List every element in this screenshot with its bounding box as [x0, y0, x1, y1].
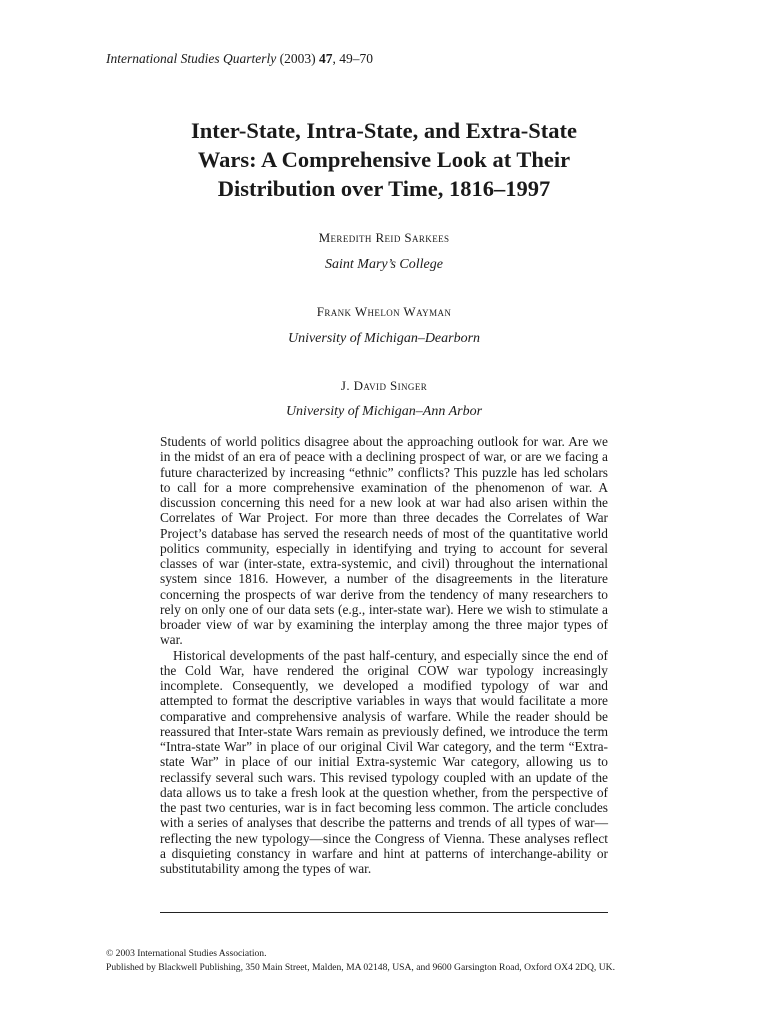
journal-name: International Studies Quarterly [106, 51, 277, 66]
abstract-paragraph: Students of world politics disagree about the approaching outlook for war. Are we in the midst of an era of peace with a declining prospect of war, or are we facing a future characterized by increasing “ethnic” conflicts? This puzzle has led scholars to call for a more comprehensive examination of the phenomenon of war. A discussion concerning this need for a new look at war had also arisen within the Correlates of War Project. For more than three decades the Correlates of War Project’s database has served the research needs of most of the quantitative world politics community, especially in identifying and trying to account for several classes of war (inter-state, extra-systemic, and civil) throughout the international system since 1816. However, a number of the disagreements in the literature concerning the prospects of war derive from the tendency of many researchers to rely on only one of our data sets (e.g., inter-state war). Here we wish to stimulate a broader view of war by examining the interplay among the three major types of war. [160, 434, 608, 648]
journal-volume: 47 [318, 51, 333, 66]
author-affiliation: University of Michigan–Ann Arbor [285, 404, 483, 419]
abstract-paragraph: Historical developments of the past half-century, and especially since the end of the Cold War, have rendered the original COW war typology increasingly incomplete. Consequently, we developed a modified typology of war and attempted to format the descriptive variables in ways that would facilitate a more comparative and comprehensive analysis of warfare. While the reader should be reassured that Inter-state Wars remain as previously defined, we introduce the term “Intra-state War” in place of our original Civil War category, and the term “Extra-state War” in place of our initial Extra-systemic War category, allowing us to reclassify several such wars. This revised typology coupled with an update of the data allows us to take a fresh look at the question whether, from the perspective of the past two centuries, war is in fact becoming less common. The article concludes with a series of analyses that describe the patterns and trends of all types of war—reflecting the new typology—since the Congress of Vienna. These analyses reflect a disquieting constancy in warfare and hint at patterns of interchange-ability or substitutability among the types of war. [160, 647, 608, 876]
abstract-divider [160, 912, 608, 913]
footer [106, 947, 615, 975]
author-name: Frank Whelon Wayman [316, 304, 452, 319]
journal-pages: , 49–70 [332, 51, 373, 66]
article-title [100, 116, 668, 203]
journal-year: (2003) [279, 51, 316, 66]
author-name: J. David Singer [340, 378, 428, 393]
author-affiliation: Saint Mary’s College [325, 257, 443, 272]
publisher-notice: Published by Blackwell Publishing, 350 Main Street, Malden, MA 02148, USA, and 9600 Garsington Road, Oxford OX4 2DQ, UK. [106, 962, 615, 973]
title-line: Inter-State, Intra-State, and Extra-State [191, 118, 577, 143]
copyright-notice: © 2003 International Studies Association. [106, 948, 267, 959]
journal-citation [106, 50, 373, 68]
author-affiliation: University of Michigan–Dearborn [287, 331, 481, 346]
title-line: Wars: A Comprehensive Look at Their [197, 147, 571, 172]
abstract [160, 434, 608, 876]
author-name: Meredith Reid Sarkees [318, 230, 450, 245]
title-line: Distribution over Time, 1816–1997 [217, 176, 551, 201]
